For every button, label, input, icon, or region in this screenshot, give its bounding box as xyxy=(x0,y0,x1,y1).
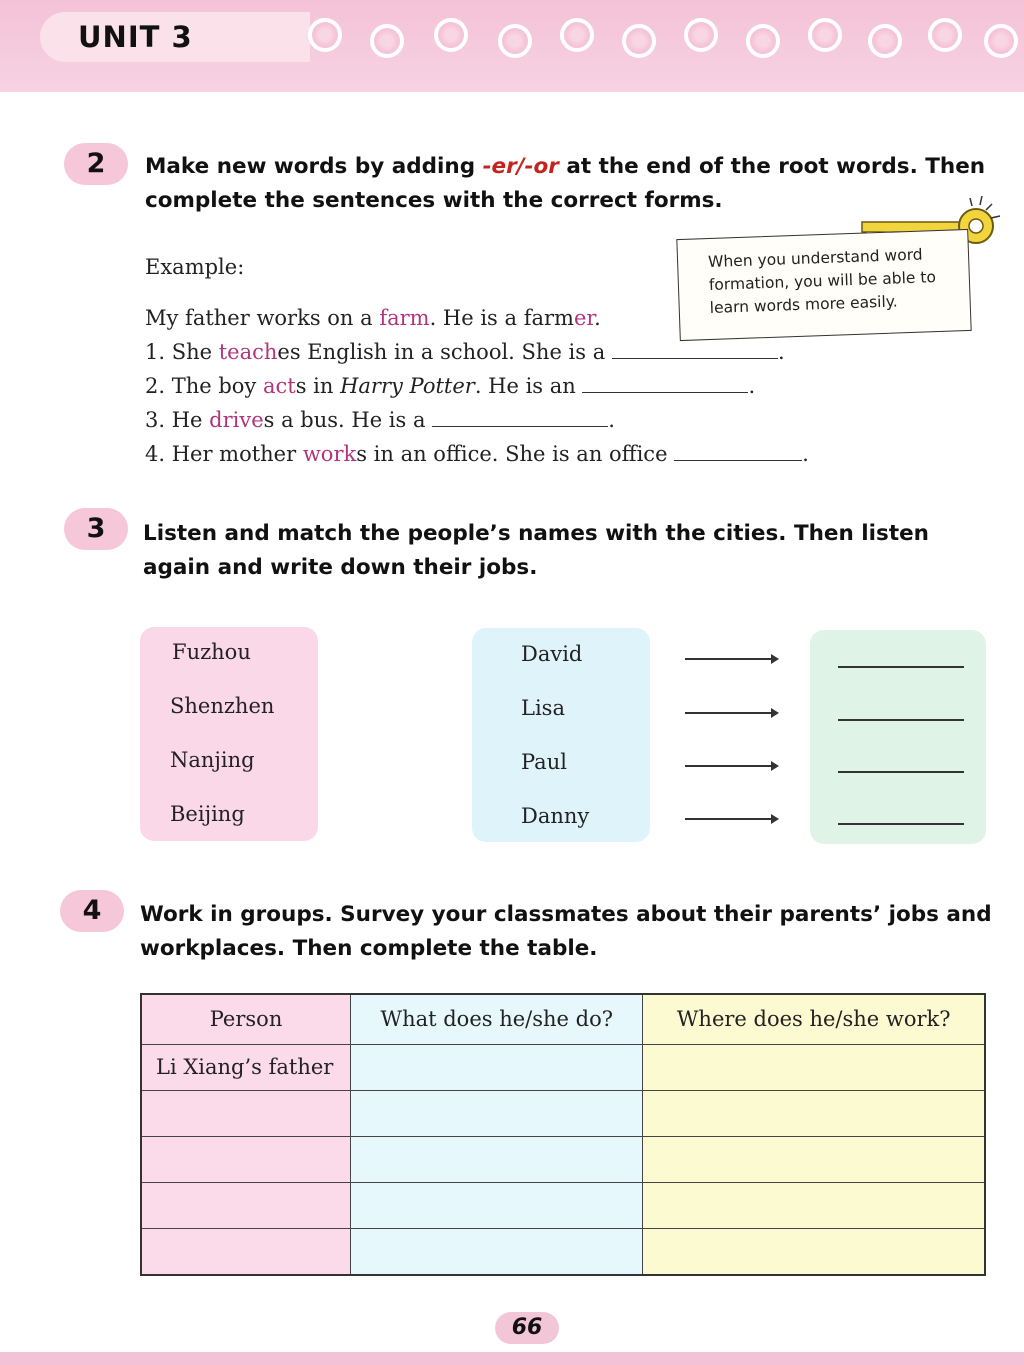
job-cell[interactable] xyxy=(351,1229,643,1275)
sentence-text: s a bus. He is a xyxy=(263,408,426,432)
job-answer-line[interactable] xyxy=(838,719,964,721)
ring-decoration xyxy=(808,18,842,52)
sentence-1 xyxy=(145,337,785,367)
sentence-text: 2. The boy xyxy=(145,374,263,398)
page-number: 66 xyxy=(495,1312,559,1344)
arrow-right-icon xyxy=(685,712,777,714)
sentence-3 xyxy=(145,405,615,435)
sentence-text: 1. She xyxy=(145,340,219,364)
answer-blank[interactable] xyxy=(582,373,748,393)
person-cell[interactable] xyxy=(141,1136,351,1182)
instruction-text: Make new words by adding xyxy=(145,154,483,179)
arrow-right-icon xyxy=(685,658,777,660)
sentence-text: . He is an xyxy=(474,374,576,398)
exercise-4-instruction: Work in groups. Survey your classmates about their parents’ jobs and workplaces. Then complete the table. xyxy=(140,902,992,961)
table-row xyxy=(141,1183,985,1229)
table-row xyxy=(141,1044,985,1090)
workplace-cell[interactable] xyxy=(643,1090,985,1136)
sentence-end: . xyxy=(608,408,615,432)
job-cell[interactable] xyxy=(351,1044,643,1090)
job-answer-line[interactable] xyxy=(838,771,964,773)
ring-decoration xyxy=(498,24,532,58)
exercise-2-number: 2 xyxy=(64,143,128,185)
person-cell[interactable] xyxy=(141,1229,351,1275)
survey-table xyxy=(140,993,986,1276)
ring-decoration xyxy=(684,18,718,52)
book-title: Harry Potter xyxy=(340,374,475,398)
footer-band xyxy=(0,1352,1024,1365)
sentence-end: . xyxy=(802,442,809,466)
name-danny: Danny xyxy=(521,804,590,828)
sentence-end: . xyxy=(748,374,756,398)
answer-blank[interactable] xyxy=(674,441,802,461)
ring-decoration xyxy=(928,18,962,52)
answer-blank[interactable] xyxy=(432,407,608,427)
person-cell[interactable] xyxy=(141,1183,351,1229)
name-paul: Paul xyxy=(521,750,567,774)
name-lisa: Lisa xyxy=(521,696,565,720)
ring-decoration xyxy=(308,18,342,52)
sentence-end: . xyxy=(777,340,785,364)
table-row xyxy=(141,1136,985,1182)
city-beijing: Beijing xyxy=(170,802,245,826)
ring-decoration xyxy=(622,24,656,58)
workplace-cell[interactable] xyxy=(643,1136,985,1182)
job-cell[interactable] xyxy=(351,1183,643,1229)
ring-decoration xyxy=(370,24,404,58)
sentence-2 xyxy=(145,371,755,401)
job-answer-line[interactable] xyxy=(838,666,964,668)
sentence-text: 3. He xyxy=(145,408,210,432)
jobs-box xyxy=(810,630,986,844)
instruction-text: at the end of the root words. Then complete the sentences with the correct forms. xyxy=(145,154,986,213)
sentence-text: 4. Her mother xyxy=(145,442,303,466)
example-sentence xyxy=(145,303,601,333)
ring-decoration xyxy=(868,24,902,58)
arrow-right-icon xyxy=(685,818,777,820)
ring-decoration xyxy=(984,24,1018,58)
decorative-rings xyxy=(308,18,1024,58)
workplace-cell[interactable] xyxy=(643,1044,985,1090)
exercise-4-number: 4 xyxy=(60,890,124,932)
header-job: What does he/she do? xyxy=(351,994,643,1044)
name-david: David xyxy=(521,642,583,666)
example-text: . He is a farm xyxy=(429,306,574,330)
table-row xyxy=(141,1229,985,1275)
tip-note: When you understand word formation, you will be able to learn words more easily. xyxy=(676,229,971,341)
sentence-4 xyxy=(145,439,809,469)
city-shenzhen: Shenzhen xyxy=(170,694,275,718)
example-label: Example: xyxy=(145,255,245,279)
workplace-cell[interactable] xyxy=(643,1183,985,1229)
arrow-right-icon xyxy=(685,765,777,767)
header-workplace: Where does he/she work? xyxy=(643,994,985,1044)
table-row xyxy=(141,1090,985,1136)
suffix-word: er xyxy=(573,306,595,330)
page-header xyxy=(0,0,1024,92)
root-word: farm xyxy=(379,306,430,330)
ring-decoration xyxy=(560,18,594,52)
exercise-3-number: 3 xyxy=(64,508,128,550)
job-cell[interactable] xyxy=(351,1090,643,1136)
ring-decoration xyxy=(434,18,468,52)
root-word: teach xyxy=(218,340,278,364)
job-cell[interactable] xyxy=(351,1136,643,1182)
example-text: . xyxy=(594,306,601,330)
workplace-cell[interactable] xyxy=(643,1229,985,1275)
sentence-text: s in an office. She is an office xyxy=(356,442,668,466)
unit-title: UNIT 3 xyxy=(78,20,193,54)
root-word: drive xyxy=(209,408,264,432)
city-nanjing: Nanjing xyxy=(170,748,255,772)
table-header-row xyxy=(141,994,985,1044)
city-fuzhou: Fuzhou xyxy=(172,640,251,664)
answer-blank[interactable] xyxy=(612,339,778,359)
header-person: Person xyxy=(141,994,351,1044)
suffix-highlight: -er/-or xyxy=(482,154,559,179)
example-text: My father works on a xyxy=(145,306,380,330)
person-cell[interactable] xyxy=(141,1090,351,1136)
sentence-text: es English in a school. She is a xyxy=(277,340,606,364)
root-word: act xyxy=(262,374,296,398)
job-answer-line[interactable] xyxy=(838,823,964,825)
person-cell: Li Xiang’s father xyxy=(141,1044,351,1090)
ring-decoration xyxy=(746,24,780,58)
sentence-text: s in xyxy=(295,374,341,398)
exercise-3-instruction: Listen and match the people’s names with the cities. Then listen again and write down their jobs. xyxy=(143,521,929,580)
root-word: work xyxy=(302,442,357,466)
